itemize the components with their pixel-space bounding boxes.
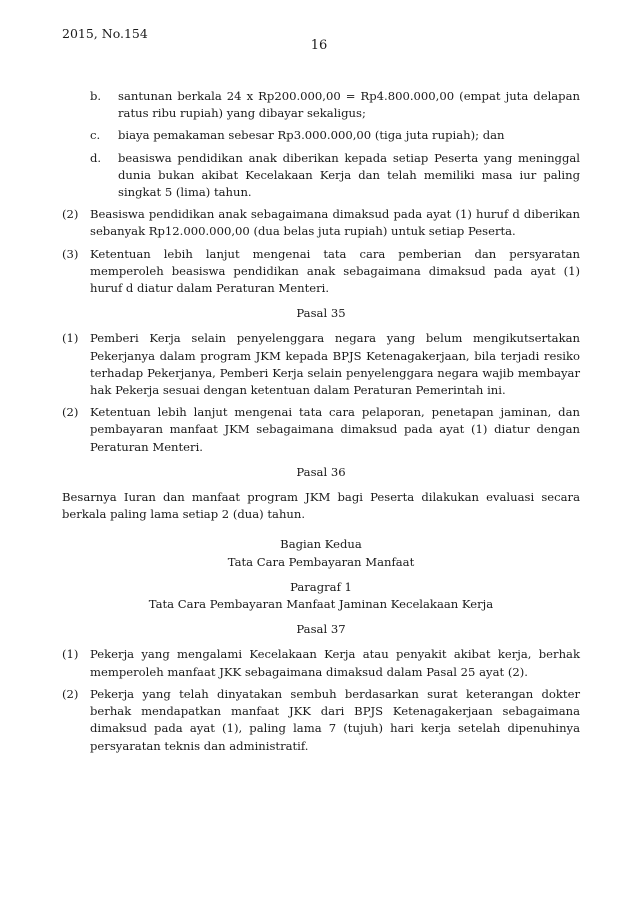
ayat-marker: (1) xyxy=(62,331,79,346)
ayat-item xyxy=(62,686,580,755)
list-item xyxy=(90,127,580,144)
list-item xyxy=(90,88,580,122)
list-marker: d. xyxy=(90,150,102,165)
header-reference: 2015, No.154 xyxy=(62,26,148,41)
ayat-text: Beasiswa pendidikan anak sebagaimana dimaksud pada ayat (1) huruf d diberikan sebanyak Rp12.000.000,00 (dua belas juta rupiah) untuk setiap Peserta. xyxy=(90,207,580,239)
ayat-item xyxy=(62,646,580,680)
list-marker: c. xyxy=(90,128,101,143)
paragraf-title: Paragraf 1 xyxy=(290,579,352,594)
ayat-text: Pekerja yang mengalami Kecelakaan Kerja atau penyakit akibat kerja, berhak memperoleh manfaat JKK sebagaimana dimaksud dalam Pasal 25 ayat (2). xyxy=(90,647,580,679)
pasal-37-title: Pasal 37 xyxy=(296,622,346,637)
ayat-text: Pekerja yang telah dinyatakan sembuh berdasarkan surat keterangan dokter berhak mendapatkan manfaat JKK dari BPJS Ketenagakerjaan sebagaimana dimaksud pada ayat (1), paling lama 7 (tujuh) hari kerja setelah dipenuhinya persyaratan teknis dan administratif. xyxy=(90,686,580,753)
ayat-marker: (1) xyxy=(62,647,79,662)
bagian-subtitle: Tata Cara Pembayaran Manfaat xyxy=(227,554,415,569)
pasal-35-title: Pasal 35 xyxy=(296,306,346,321)
list-text: santunan berkala 24 x Rp200.000,00 = Rp4.800.000,00 (empat juta delapan ratus ribu rupiah) yang dibayar sekaligus; xyxy=(118,89,580,121)
ayat-marker: (2) xyxy=(62,405,79,420)
document-body xyxy=(62,88,580,760)
ayat-item xyxy=(62,246,580,298)
pasal-36-title: Pasal 36 xyxy=(296,464,346,479)
ayat-marker: (3) xyxy=(62,246,79,261)
list-marker: b. xyxy=(90,89,102,103)
ayat-text: Pemberi Kerja selain penyelenggara negara yang belum mengikutsertakan Pekerjanya dalam program JKM kepada BPJS Ketenagakerjaan, bila terjadi resiko terhadap Pekerjanya, Pemberi Kerja selain penyelenggara negara wajib membayar hak Pekerja sesuai dengan ketentuan dalam Peraturan Pemerintah ini. xyxy=(90,331,580,398)
paragraf-subtitle: Tata Cara Pembayaran Manfaat Jaminan Kecelakaan Kerja xyxy=(148,597,494,612)
list-text: biaya pemakaman sebesar Rp3.000.000,00 (tiga juta rupiah); dan xyxy=(118,128,505,143)
pasal-36-text: Besarnya Iuran dan manfaat program JKM bagi Peserta dilakukan evaluasi secara berkala paling lama setiap 2 (dua) tahun. xyxy=(62,490,580,522)
ayat-text: Ketentuan lebih lanjut mengenai tata cara pemberian dan persyaratan memperoleh beasiswa pendidikan anak sebagaimana dimaksud pada ayat (1) huruf d diatur dalam Peraturan Menteri. xyxy=(90,246,580,296)
list-text: beasiswa pendidikan anak diberikan kepada setiap Peserta yang meninggal dunia bukan akibat Kecelakaan Kerja dan telah memiliki masa iur paling singkat 5 (lima) tahun. xyxy=(118,150,580,200)
list-item xyxy=(90,150,580,202)
ayat-item xyxy=(62,330,580,399)
bagian-title: Bagian Kedua xyxy=(280,537,362,552)
ayat-item xyxy=(62,206,580,240)
page-number: 16 xyxy=(310,38,328,53)
ayat-text: Ketentuan lebih lanjut mengenai tata cara pelaporan, penetapan jaminan, dan pembayaran manfaat JKM sebagaimana dimaksud pada ayat (1) diatur dengan Peraturan Menteri. xyxy=(90,405,580,454)
ayat-marker: (2) xyxy=(62,207,79,222)
ayat-item xyxy=(62,404,580,456)
ayat-marker: (2) xyxy=(62,686,79,701)
